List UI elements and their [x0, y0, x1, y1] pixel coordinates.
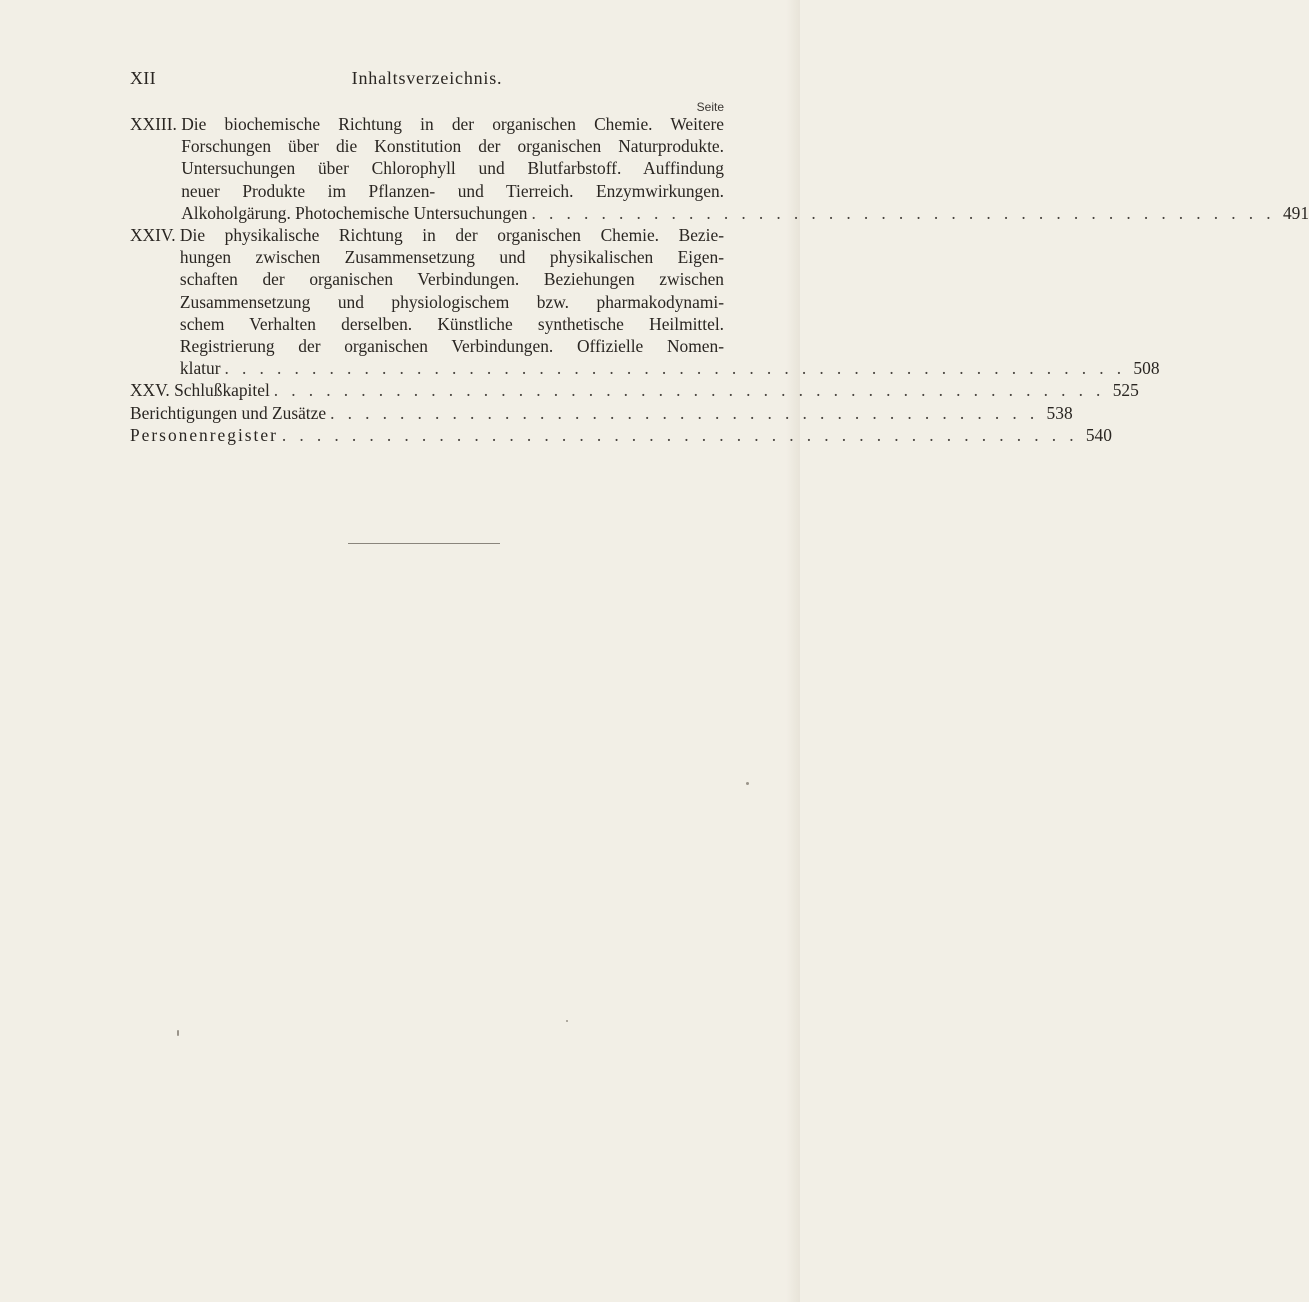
paper-speck — [746, 782, 749, 785]
entry-body — [130, 402, 1073, 424]
entry-line: Zusammensetzung und physiologischem bzw. pharmakodynami- — [179, 291, 724, 312]
entry-last-line — [174, 379, 1139, 401]
toc-entry-xxiii[interactable] — [130, 113, 1309, 224]
entry-line: Berichtigungen und Zusätze — [130, 402, 327, 423]
entry-line: neuer Produkte im Pflanzen- und Tierreich. Enzymwirkungen. — [181, 180, 724, 201]
entry-line: Forschungen über die Konstitution der organischen Naturprodukte. — [181, 136, 724, 157]
leader-dots: . . . . . . . . . . . . . . . . . . . . . . . . . . . . . . . . . . . . . . . . . . . . . . — [281, 424, 1078, 445]
leader-dots: . . . . . . . . . . . . . . . . . . . . . . . . . . . . . . . . . . . . . . . . . . . . . . . . . . . . — [224, 358, 1126, 379]
entry-line: Untersuchungen über Chlorophyll und Blutfarbstoff. Auffindung — [181, 158, 724, 179]
entry-line: schem Verhalten derselben. Künstliche synthetische Heilmittel. — [179, 313, 724, 334]
entry-line: Registrierung der organischen Verbindungen. Offizielle Nomen- — [179, 336, 724, 357]
entry-body — [130, 424, 1112, 446]
page-header — [130, 68, 724, 92]
paper-speck — [177, 1030, 179, 1036]
chapter-number: XXV. — [130, 380, 175, 401]
page-ref: 491 — [1282, 202, 1309, 223]
entry-line: Die physikalische Richtung in der organischen Chemie. Bezie- — [179, 225, 724, 246]
entry-line: klatur — [179, 358, 221, 379]
entry-last-line — [179, 357, 1160, 379]
entry-line: hungen zwischen Zusammensetzung und physikalischen Eigen- — [179, 247, 724, 268]
page-edge — [786, 0, 800, 1302]
entry-line: schaften der organischen Verbindungen. Beziehungen zwischen — [179, 269, 724, 290]
paper-speck — [566, 1020, 568, 1022]
entry-last-line — [130, 424, 1112, 446]
chapter-number: XXIII. — [130, 114, 182, 134]
toc-entry-berichtigungen[interactable] — [130, 402, 1073, 424]
chapter-number: XXIV. — [130, 225, 180, 246]
entry-line: Personenregister — [130, 424, 278, 445]
leader-dots: . . . . . . . . . . . . . . . . . . . . . . . . . . . . . . . . . . . . . . . . . . . . . . . . — [273, 380, 1105, 401]
leader-dots: . . . . . . . . . . . . . . . . . . . . . . . . . . . . . . . . . . . . . . . . . . . — [531, 202, 1276, 223]
end-rule — [348, 543, 500, 544]
page-ref: 508 — [1133, 358, 1160, 379]
page-title: Inhaltsverzeichnis. — [351, 68, 503, 88]
entry-line: Alkoholgärung. Photochemische Untersuchungen — [181, 202, 528, 223]
page-ref: 540 — [1085, 424, 1112, 445]
leader-dots: . . . . . . . . . . . . . . . . . . . . . . . . . . . . . . . . . . . . . . . . . — [330, 402, 1039, 423]
entry-body — [179, 224, 1160, 379]
toc-entry-xxiv[interactable] — [130, 224, 1160, 379]
entry-line: Die biochemische Richtung in der organischen Chemie. Weitere — [181, 114, 724, 134]
entry-last-line — [130, 402, 1073, 424]
page-ref: 525 — [1112, 380, 1139, 401]
entry-line: Schlußkapitel — [174, 380, 270, 401]
toc-entry-xxv[interactable] — [130, 379, 1139, 401]
entry-body — [174, 379, 1139, 401]
toc-entry-personenregister[interactable] — [130, 424, 1112, 446]
entry-last-line — [181, 202, 1309, 224]
table-of-contents — [130, 113, 1309, 446]
seite-label: Seite — [696, 100, 724, 114]
page-ref: 538 — [1046, 402, 1073, 423]
entry-body — [181, 113, 1309, 224]
page-number: XII — [130, 68, 156, 88]
